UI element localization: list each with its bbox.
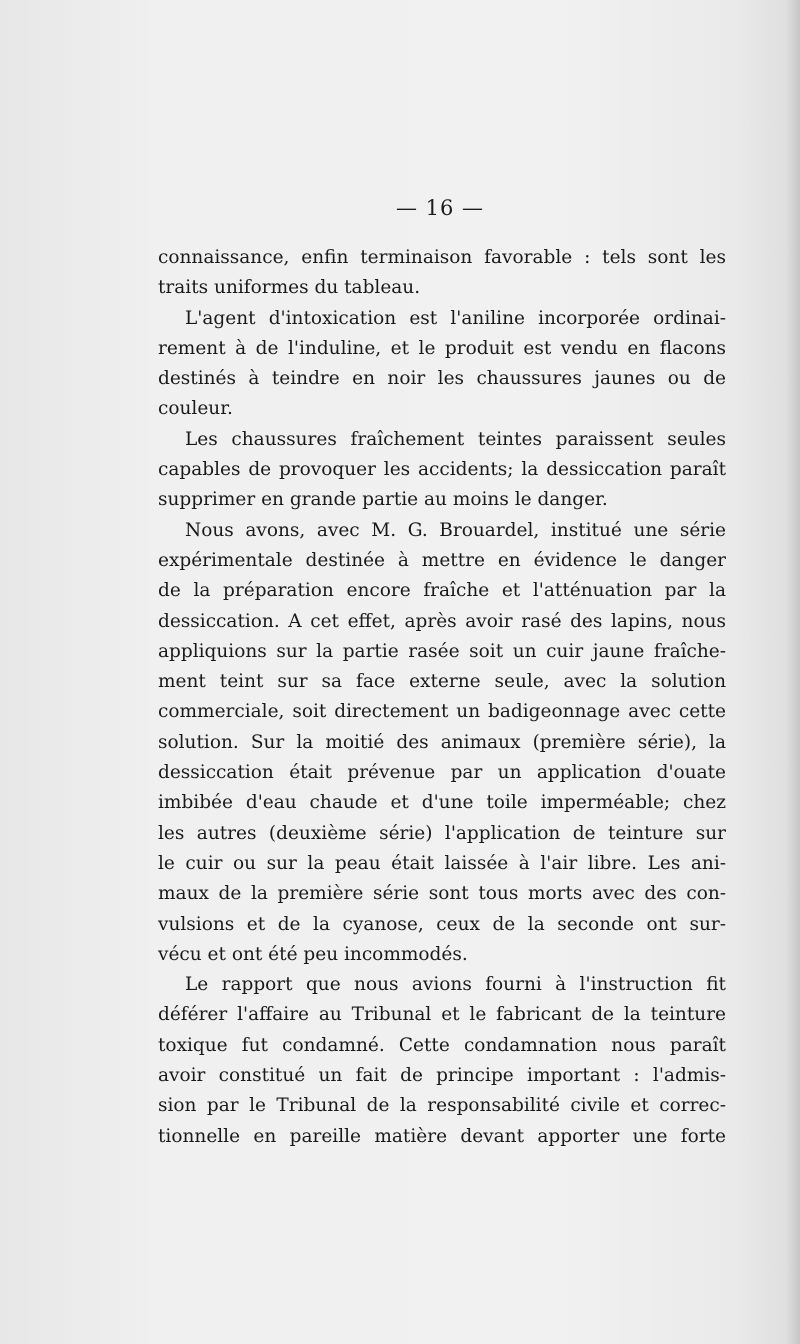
text-line: vulsions et de la cyanose, ceux de la seconde ont sur-: [158, 913, 726, 935]
text-line: ment teint sur sa face externe seule, avec la solution: [158, 671, 726, 693]
text-line: traits uniformes du tableau.: [158, 277, 421, 299]
text-line: couleur.: [158, 398, 233, 420]
text-line: expérimentale destinée à mettre en évidence le danger: [158, 549, 726, 571]
text-line: sion par le Tribunal de la responsabilité civile et correc-: [158, 1095, 726, 1117]
text-line: commerciale, soit directement un badigeonnage avec cette: [158, 701, 726, 723]
text-line: tionnelle en pareille matière devant apporter une forte: [158, 1125, 726, 1147]
text-line: toxique fut condamné. Cette condamnation nous paraît: [158, 1034, 726, 1056]
text-line: supprimer en grande partie au moins le danger.: [158, 489, 608, 511]
text-line: dessiccation était prévenue par un application d'ouate: [158, 762, 726, 784]
text-line: maux de la première série sont tous morts avec des con-: [158, 883, 726, 905]
text-line: Le rapport que nous avions fourni à l'instruction fit: [185, 974, 726, 996]
text-line: le cuir ou sur la peau était laissée à l'air libre. Les ani-: [158, 852, 726, 874]
text-line: rement à de l'induline, et le produit est vendu en flacons: [158, 337, 726, 359]
page-number: — 16 —: [395, 196, 485, 220]
text-line: destinés à teindre en noir les chaussures jaunes ou de: [158, 368, 726, 390]
text-line: L'agent d'intoxication est l'aniline incorporée ordinai-: [185, 307, 726, 329]
text-line: solution. Sur la moitié des animaux (première série), la: [158, 731, 726, 753]
text-line: avoir constitué un fait de principe important : l'admis-: [158, 1065, 726, 1087]
text-line: de la préparation encore fraîche et l'atténuation par la: [158, 580, 726, 602]
text-line: déférer l'affaire au Tribunal et le fabricant de la teinture: [158, 1004, 726, 1026]
text-line: dessiccation. A cet effet, après avoir rasé des lapins, nous: [158, 610, 726, 632]
text-line: vécu et ont été peu incommodés.: [158, 943, 468, 965]
text-line: Nous avons, avec M. G. Brouardel, institué une série: [185, 519, 726, 541]
text-line: imbibée d'eau chaude et d'une toile imperméable; chez: [158, 792, 726, 814]
text-line: Les chaussures fraîchement teintes paraissent seules: [185, 428, 726, 450]
text-line: connaissance, enfin terminaison favorable : tels sont les: [158, 247, 726, 268]
text-line: appliquions sur la partie rasée soit un cuir jaune fraîche-: [158, 640, 726, 662]
text-line: les autres (deuxième série) l'application de teinture sur: [158, 822, 726, 844]
body-text: [158, 243, 726, 1152]
text-line: capables de provoquer les accidents; la dessiccation paraît: [158, 459, 726, 481]
